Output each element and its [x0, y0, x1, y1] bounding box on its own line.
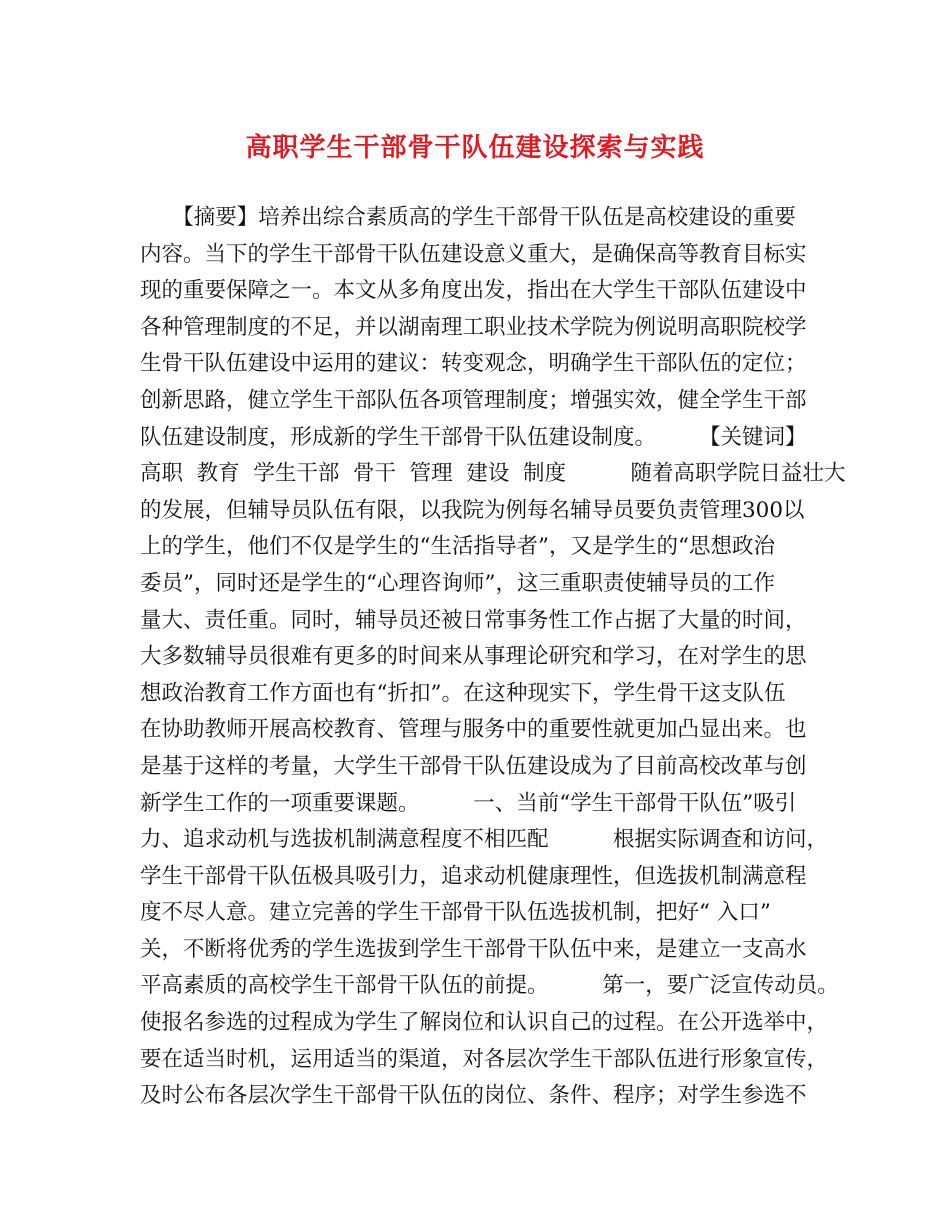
body-line: 现的重要保障之一。本文从多角度出发，指出在大学生干部队伍建设中 [140, 278, 807, 304]
body-line: 量大、责任重。同时，辅导员还被日常事务性工作占据了大量的时间， [140, 607, 807, 633]
body-line: 委员”，同时还是学生的“心理咨询师”，这三重职责使辅导员的工作 [140, 570, 775, 596]
body-line: 新学生工作的一项重要课题。 一、当前“学生干部骨干队伍”吸引 [140, 790, 797, 816]
body-line: 要在适当时机，运用适当的渠道，对各层次学生干部队伍进行形象宣传， [140, 1046, 829, 1072]
body-line: 在协助教师开展高校教育、管理与服务中的重要性就更加凸显出来。也 [140, 717, 807, 743]
body-line: 上的学生，他们不仅是学生的“生活指导者”，又是学生的“思想政治 [140, 534, 775, 560]
body-line: 队伍建设制度，形成新的学生干部骨干队伍建设制度。 【关键词】 [140, 424, 807, 450]
body-line: 是基于这样的考量，大学生干部骨干队伍建设成为了目前高校改革与创 [140, 753, 807, 779]
body-line: 学生干部骨干队伍极具吸引力，追求动机健康理性，但选拔机制满意程 [140, 863, 807, 889]
document-title: 高职学生干部骨干队伍建设探索与实践 [245, 133, 705, 163]
body-line: 及时公布各层次学生干部骨干队伍的岗位、条件、程序；对学生参选不 [140, 1083, 807, 1109]
body-line: 【摘要】培养出综合素质高的学生干部骨干队伍是高校建设的重要 [140, 205, 796, 230]
document-body [140, 200, 846, 1115]
body-line: 内容。当下的学生干部骨干队伍建设意义重大，是确保高等教育目标实 [140, 241, 807, 267]
body-line: 各种管理制度的不足，并以湖南理工职业技术学院为例说明高职院校学 [140, 314, 807, 340]
body-line: 度不尽人意。建立完善的学生干部骨干队伍选拔机制，把好“ 入口” [140, 900, 771, 926]
body-line: 力、追求动机与选拔机制满意程度不相匹配 根据实际调查和访问， [140, 827, 829, 853]
body-line: 的发展，但辅导员队伍有限，以我院为例每名辅导员要负责管理300以 [140, 497, 805, 523]
body-line: 大多数辅导员很难有更多的时间来从事理论研究和学习，在对学生的思 [140, 644, 807, 670]
body-line: 使报名参选的过程成为学生了解岗位和认识自己的过程。在公开选举中， [140, 1010, 829, 1036]
body-line: 生骨干队伍建设中运用的建议：转变观念，明确学生干部队伍的定位； [140, 351, 807, 377]
body-line: 创新思路，健立学生干部队伍各项管理制度；增强实效，健全学生干部 [140, 387, 807, 413]
body-line: 想政治教育工作方面也有“折扣”。在这种现实下，学生骨干这支队伍 [140, 680, 786, 706]
body-line: 关，不断将优秀的学生选拔到学生干部骨干队伍中来，是建立一支高水 [140, 936, 807, 962]
body-line: 平高素质的高校学生干部骨干队伍的前提。 第一，要广泛宣传动员。 [140, 973, 839, 999]
body-line: 高职 教育 学生干部 骨干 管理 建设 制度 随着高职学院日益壮大 [140, 461, 846, 487]
